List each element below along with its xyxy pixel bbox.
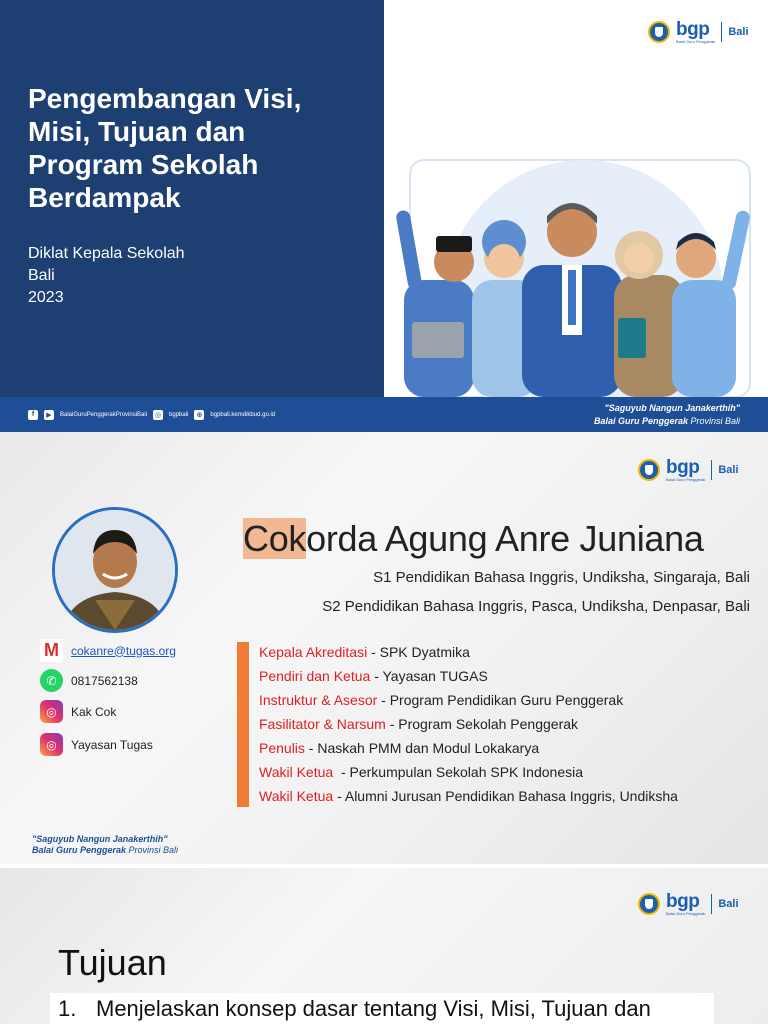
contact-phone — [40, 669, 138, 692]
objective-text: Menjelaskan konsep dasar tentang Visi, Misi, Tujuan dan — [96, 996, 651, 1021]
instagram-icon: ◎ — [40, 733, 63, 756]
speaker-name-rest: orda Agung Anre Juniana — [306, 518, 704, 559]
subtitle-event: Diklat Kepala Sekolah — [28, 245, 185, 262]
objectives-title: Tujuan — [58, 942, 167, 983]
bgp-logo — [648, 20, 749, 44]
tut-wuri-emblem-icon — [638, 459, 660, 481]
footer-org-rest: Provinsi Bali — [687, 415, 740, 426]
bgp-logo — [638, 458, 739, 482]
education-s2: S2 Pendidikan Bahasa Inggris, Pasca, Undiksha, Denpasar, Bali — [322, 598, 750, 615]
slide-footer — [0, 397, 768, 432]
person-waving-illustration — [672, 209, 751, 397]
email-link[interactable]: cokanre@tugas.org — [71, 643, 176, 658]
logo-region: Bali — [718, 464, 739, 476]
objective-item — [58, 996, 651, 1022]
role-item: Wakil Ketua - Perkumpulan Sekolah SPK Indonesia — [259, 764, 583, 780]
footer-org-bold: Balai Guru Penggerak — [593, 415, 688, 426]
instagram-icon: ◎ — [40, 700, 63, 723]
logo-wordmark: bgp — [666, 457, 700, 478]
logo-divider — [711, 460, 712, 480]
roles-list — [259, 640, 678, 808]
role-item: Fasilitator & Narsum - Program Sekolah Penggerak — [259, 716, 579, 732]
motto-org-bold: Balai Guru Penggerak — [32, 845, 127, 855]
instagram-icon: ◎ — [154, 411, 162, 419]
logo-wordmark: bgp — [666, 891, 700, 912]
logo-divider — [721, 22, 722, 42]
contact-instagram-foundation — [40, 733, 153, 756]
globe-icon: ⊕ — [194, 410, 204, 420]
speaker-photo — [52, 507, 178, 633]
subtitle-location: Bali — [28, 267, 55, 284]
instagram-foundation: Yayasan Tugas — [71, 737, 153, 752]
contact-email — [40, 639, 176, 662]
presentation-title: Pengembangan Visi, Misi, Tujuan dan Program Sekolah Berdampak — [28, 83, 302, 213]
objective-number: 1. — [58, 996, 77, 1021]
logo-wordmark: bgp — [676, 19, 710, 40]
motto-org-rest: Provinsi Bali — [126, 845, 179, 855]
speaker-name-highlight: Cok — [243, 518, 307, 559]
instagram-personal: Kak Cok — [71, 704, 117, 719]
subtitle-year: 2023 — [28, 289, 64, 306]
speaker-portrait-icon — [55, 510, 175, 630]
tut-wuri-emblem-icon — [648, 21, 670, 43]
facebook-icon: f — [28, 410, 38, 420]
tut-wuri-emblem-icon — [638, 893, 660, 915]
logo-tagline: Balai Guru Penggerak — [666, 911, 706, 916]
footer-motto: "Saguyub Nangun Janakerthih" — [604, 402, 740, 413]
roles-accent-bar — [237, 642, 249, 807]
title-slide — [0, 0, 768, 432]
teachers-illustration — [384, 150, 768, 397]
role-item: Instruktur & Asesor - Program Pendidikan Guru Penggerak — [259, 692, 624, 708]
logo-region: Bali — [728, 26, 749, 38]
person-peci-illustration — [395, 209, 474, 397]
motto-text: "Saguyub Nangun Janakerthih" — [32, 834, 168, 844]
logo-tagline: Balai Guru Penggerak — [666, 477, 706, 482]
logo-divider — [711, 894, 712, 914]
slide-motto — [32, 834, 178, 856]
role-item: Penulis - Naskah PMM dan Modul Lokakarya — [259, 740, 540, 756]
presentation-subtitle — [28, 243, 185, 309]
whatsapp-icon: ✆ — [40, 669, 63, 692]
contact-instagram-personal — [40, 700, 116, 723]
gmail-icon: M — [40, 639, 63, 662]
profile-slide — [0, 432, 768, 864]
speaker-name — [243, 518, 704, 560]
role-item: Wakil Ketua - Alumni Jurusan Pendidikan Bahasa Inggris, Undiksha — [259, 788, 678, 804]
footer-instagram-handle: bgpbali — [169, 411, 189, 418]
role-item: Kepala Akreditasi - SPK Dyatmika — [259, 644, 470, 660]
footer-facebook-handle: BalaiGuruPenggerakProvinsiBali — [60, 411, 148, 418]
logo-tagline: Balai Guru Penggerak — [676, 39, 716, 44]
footer-website: bgpbali.kemdikbud.go.id — [210, 411, 276, 418]
logo-region: Bali — [718, 898, 739, 910]
objectives-slide — [0, 868, 768, 1024]
education-s1: S1 Pendidikan Bahasa Inggris, Undiksha, Singaraja, Bali — [373, 569, 750, 586]
phone-number: 0817562138 — [71, 673, 138, 688]
bgp-logo — [638, 892, 739, 916]
title-panel — [0, 0, 384, 397]
youtube-icon: ▶ — [44, 410, 54, 420]
role-item: Pendiri dan Ketua - Yayasan TUGAS — [259, 668, 488, 684]
